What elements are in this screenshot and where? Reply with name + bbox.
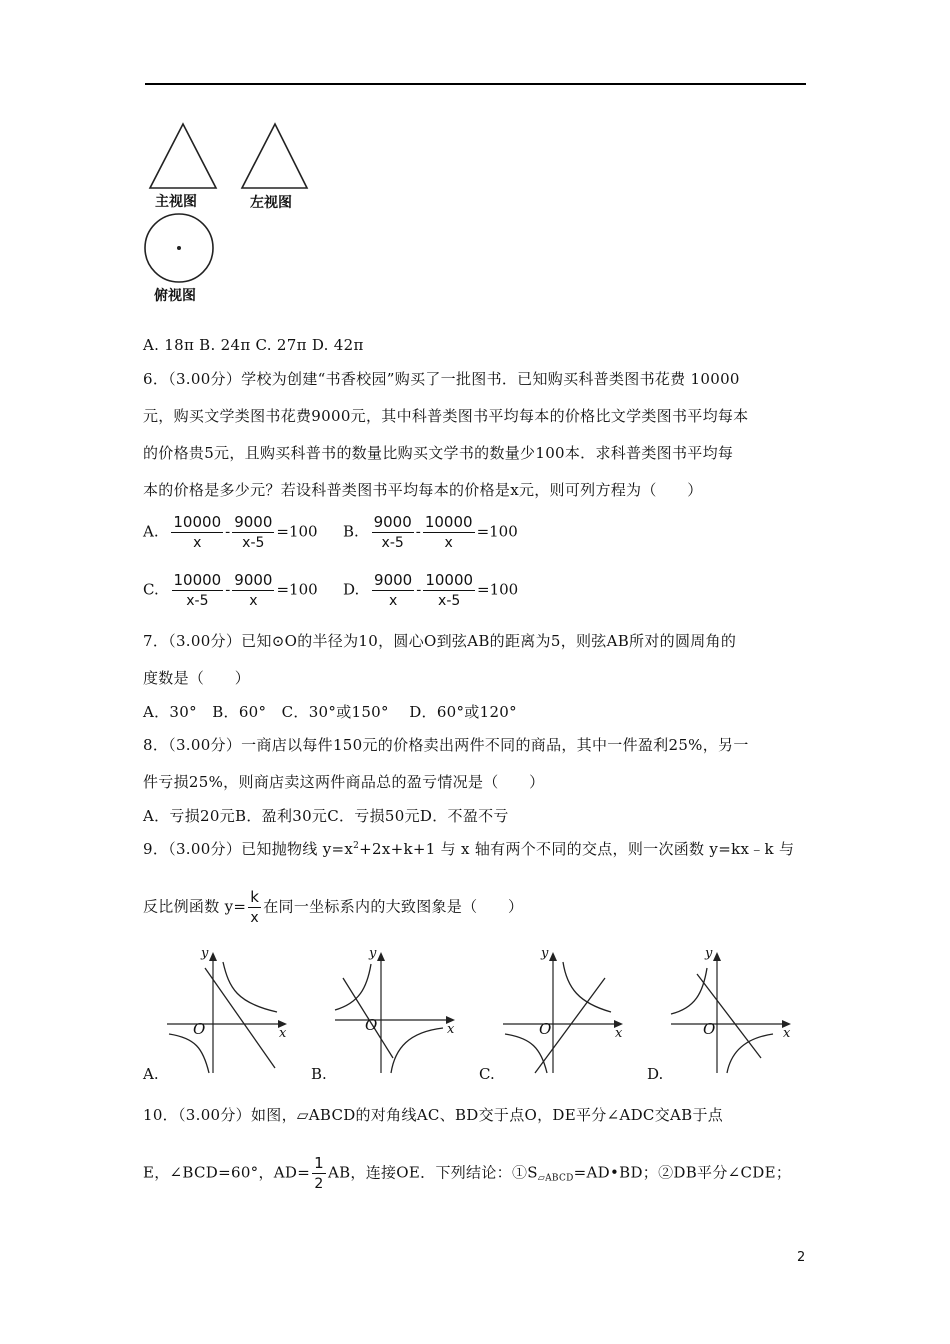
equation-rhs: =100: [476, 522, 518, 541]
q6-line-2: 元，购买文学类图书花费9000元，其中科普类图书平均每本的价格比文学类图书平均每本: [143, 407, 749, 425]
hyperbola-branch: [671, 968, 707, 1014]
x-axis-label: x: [447, 1022, 455, 1037]
graph-d-label: D.: [647, 1065, 664, 1083]
graph-c-label: C.: [479, 1065, 495, 1083]
left-view-label: 左视图: [250, 195, 292, 211]
fraction: $\frac{9000}{x}$: [234, 571, 273, 609]
minus-sign: -: [225, 522, 231, 541]
equation-rhs: =100: [477, 580, 519, 599]
equation-rhs: =100: [276, 580, 318, 599]
equation-rhs: =100: [276, 522, 318, 541]
q9-line-1: 9．（3.00分）已知抛物线 $y=x^2+2x+k+1$ 与 x 轴有两个不同的交点，则一次函数 y=kx﹣k 与: [143, 840, 795, 858]
y-axis-label: y: [369, 946, 377, 961]
fraction: $\frac{10000}{x-5}$: [173, 571, 222, 609]
q6-line-3: 的价格贵5元，且购买科普书的数量比购买文学书的数量少100本．求科普类图书平均每: [143, 444, 734, 462]
fraction: $\frac{10000}{x}$: [424, 513, 473, 551]
left-view-triangle: [242, 124, 307, 188]
header-rule: [145, 83, 806, 85]
option-label: D.: [343, 580, 360, 599]
graph-c: [501, 948, 646, 1083]
graph-a-label: A.: [143, 1065, 159, 1083]
fraction-k-over-x: $\frac{k}{x}$: [250, 888, 260, 926]
y-axis-label: y: [541, 946, 549, 961]
origin-label: O: [365, 1016, 378, 1034]
fraction-one-half: $\frac{1}{2}$: [314, 1154, 324, 1192]
graph-a-svg: [165, 948, 310, 1083]
option-label: B.: [343, 522, 359, 541]
q10-line-1: 10．（3.00分）如图，▱ABCD的对角线AC、BD交于点O，DE平分∠ADC交AB于点: [143, 1106, 724, 1124]
x-axis-label: x: [783, 1026, 791, 1041]
hyperbola-branch: [391, 1028, 443, 1073]
q5-options: A. 18π B. 24π C. 27π D. 42π: [143, 336, 364, 354]
q7-options: A．30° B．60° C．30°或150° D．60°或120°: [143, 703, 517, 721]
graph-b-svg: [333, 948, 478, 1083]
q9-line-2: 反比例函数 y= $\frac{k}{x}$ 在同一坐标系内的大致图象是（ ）: [143, 888, 524, 926]
fraction: $\frac{10000}{x}$: [173, 513, 222, 551]
graph-b: [333, 948, 478, 1083]
graph-b-label: B.: [311, 1065, 327, 1083]
origin-label: O: [193, 1020, 206, 1038]
top-view-center-dot: [177, 246, 181, 250]
y-axis-label: y: [705, 946, 713, 961]
q9-graph-options: [143, 948, 823, 1083]
graph-c-svg: [501, 948, 646, 1083]
q7-line-2: 度数是（ ）: [143, 669, 251, 687]
hyperbola-branch: [505, 1034, 547, 1073]
front-view-triangle: [150, 124, 216, 188]
q8-line-2: 件亏损25%，则商店卖这两件商品总的盈亏情况是（ ）: [143, 773, 545, 791]
origin-label: O: [703, 1020, 716, 1038]
fraction: $\frac{10000}{x-5}$: [425, 571, 474, 609]
top-view-label: 俯视图: [154, 288, 196, 304]
graph-d-svg: [669, 948, 814, 1083]
q7-line-1: 7．（3.00分）已知⊙O的半径为10，圆心O到弦AB的距离为5，则弦AB所对的圆周角的: [143, 632, 737, 650]
graph-d: [669, 948, 814, 1083]
q6-option-c: [143, 570, 318, 611]
linear-graph: [697, 974, 761, 1058]
linear-graph: [205, 968, 275, 1068]
three-view-drawing: [143, 118, 323, 308]
q6-option-b: [343, 512, 518, 553]
hyperbola-branch: [563, 962, 611, 1012]
three-view-figure: [143, 118, 323, 308]
q8-options: A．亏损20元B．盈利30元C．亏损50元D．不盈不亏: [143, 807, 509, 825]
minus-sign: -: [416, 580, 422, 599]
y-axis-label: y: [201, 946, 209, 961]
minus-sign: -: [415, 522, 421, 541]
front-view-label: 主视图: [155, 194, 197, 210]
hyperbola-branch: [335, 964, 371, 1010]
hyperbola-branch: [727, 1034, 773, 1073]
graph-a: [165, 948, 310, 1083]
q8-line-1: 8．（3.00分）一商店以每件150元的价格卖出两件不同的商品，其中一件盈利25%，另一: [143, 736, 749, 754]
x-axis-label: x: [279, 1026, 287, 1041]
q6-line-4: 本的价格是多少元？若设科普类图书平均每本的价格是x元，则可列方程为（ ）: [143, 481, 703, 499]
fraction: $\frac{9000}{x-5}$: [373, 513, 412, 551]
fraction: $\frac{9000}{x}$: [374, 571, 413, 609]
q10-line-2: E，∠BCD=60°，AD= $\frac{1}{2}$ AB，连接OE．下列结论：$①S_{▱ABCD}=AD•BD$；②DB平分∠CDE；: [143, 1154, 792, 1192]
origin-label: O: [539, 1020, 552, 1038]
q6-option-d: [343, 570, 518, 611]
page-number: 2: [797, 1250, 806, 1265]
minus-sign: -: [225, 580, 231, 599]
hyperbola-branch: [169, 1034, 209, 1073]
option-label: C.: [143, 580, 159, 599]
q6-line-1: 6．（3.00分）学校为创建“书香校园”购买了一批图书．已知购买科普类图书花费 10000: [143, 370, 740, 388]
option-label: A.: [143, 522, 159, 541]
fraction: $\frac{9000}{x-5}$: [234, 513, 273, 551]
x-axis-label: x: [615, 1026, 623, 1041]
q6-option-a: [143, 512, 318, 553]
